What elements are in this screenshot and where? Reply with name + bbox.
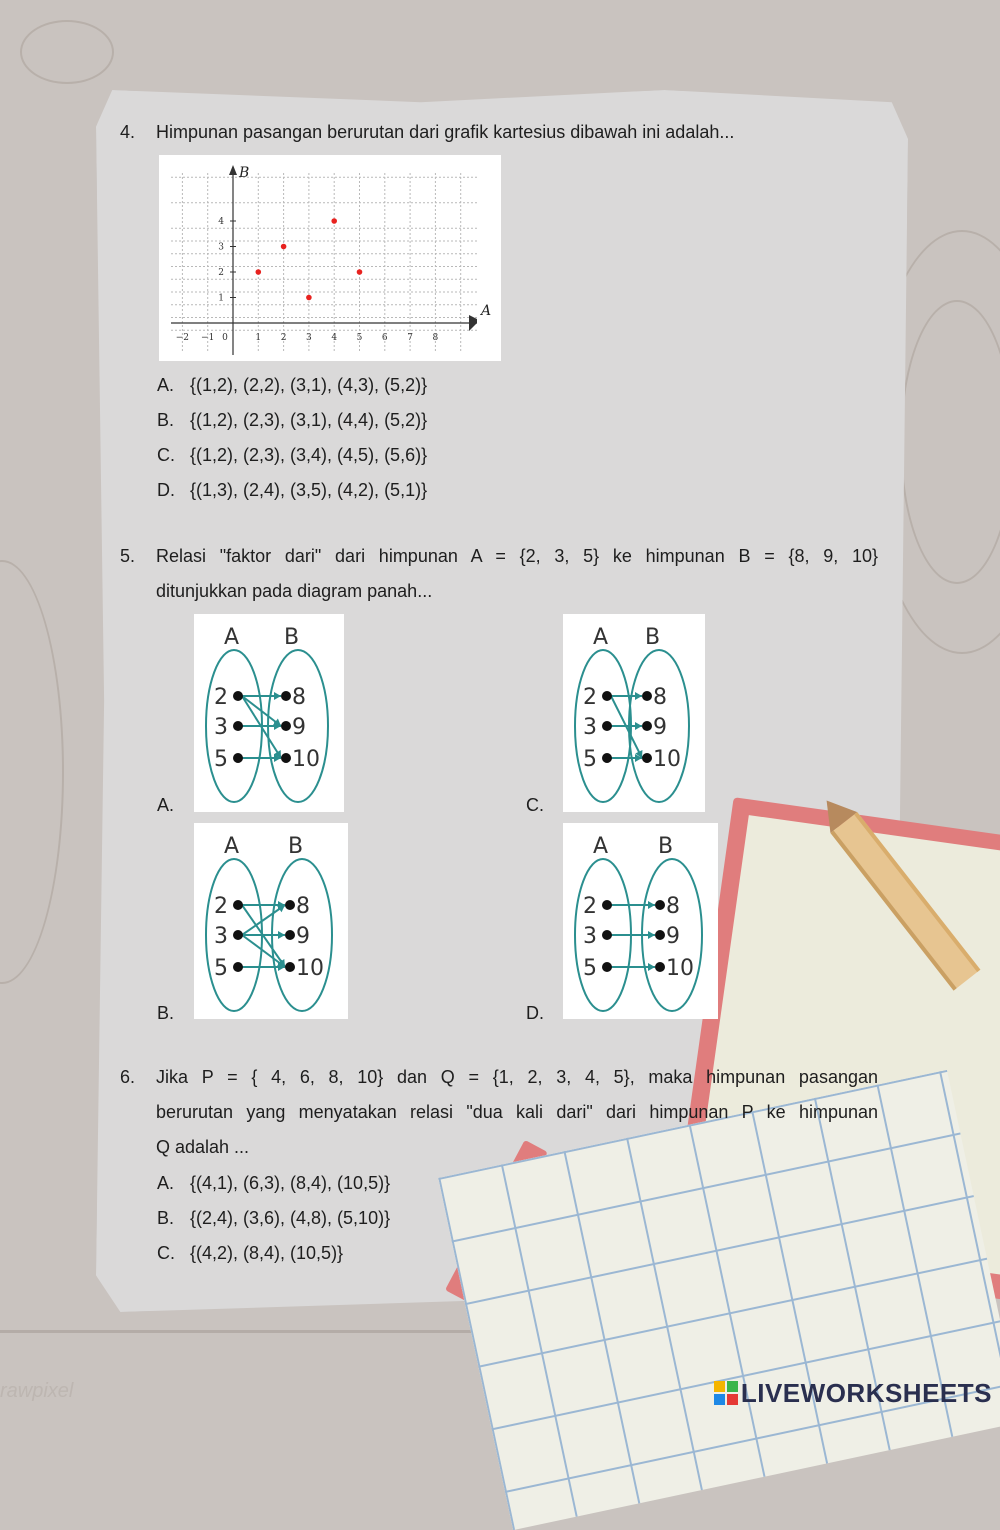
- data-point: [306, 295, 312, 301]
- option-letter: D.: [157, 480, 175, 500]
- set-a-label: A: [593, 625, 609, 650]
- chart-grid: [171, 173, 477, 351]
- set-b-item: 9: [296, 924, 310, 949]
- arrow-diagram-b[interactable]: [194, 823, 348, 1019]
- set-b-dot: [655, 962, 665, 972]
- data-point: [281, 244, 287, 250]
- watermark: rawpixel: [0, 1380, 74, 1402]
- option-text: {(1,2), (2,3), (3,4), (4,5), (5,6)}: [190, 445, 428, 465]
- q5-option-letter-a[interactable]: A.: [157, 795, 175, 815]
- set-a-dot: [233, 962, 243, 972]
- set-a-dot: [233, 691, 243, 701]
- option-letter: B.: [157, 410, 175, 430]
- set-a-dot: [602, 721, 612, 731]
- question-stem-line-2: berurutan yang menyatakan relasi "dua kali dari" dari himpunan P ke himpunan: [156, 1102, 878, 1122]
- set-a-item: 5: [214, 747, 228, 772]
- set-b-item: 8: [292, 685, 306, 710]
- set-a-item: 2: [214, 894, 228, 919]
- set-b-dot: [655, 930, 665, 940]
- x-tick-label: −1: [201, 333, 215, 343]
- question-number: 5.: [120, 546, 136, 566]
- arrow-3-to-10: [242, 935, 285, 967]
- set-b-label: B: [284, 625, 300, 650]
- data-point: [256, 269, 262, 275]
- x-tick-label: −2: [175, 333, 190, 343]
- arrow-3-to-8: [242, 905, 285, 935]
- option-text: {(4,1), (6,3), (8,4), (10,5)}: [190, 1173, 391, 1193]
- set-b-item: 8: [666, 894, 680, 919]
- arrow-head: [635, 692, 642, 700]
- set-a-dot: [233, 753, 243, 763]
- data-point: [357, 269, 363, 275]
- set-a-item: 3: [583, 715, 597, 740]
- set-a-item: 3: [214, 924, 228, 949]
- set-b-dot: [642, 691, 652, 701]
- x-tick-label: 6: [381, 333, 388, 343]
- arrow-diagram-a[interactable]: [194, 614, 344, 812]
- arrow-head: [635, 722, 642, 730]
- x-tick-label: 4: [331, 333, 338, 343]
- arrow-diagram-c-svg: [563, 614, 705, 812]
- set-b-dot: [281, 691, 291, 701]
- set-a-label: A: [224, 834, 240, 859]
- arrow-head: [278, 931, 285, 939]
- set-b-item: 10: [653, 747, 681, 772]
- set-b-dot: [642, 721, 652, 731]
- set-b-item: 9: [653, 715, 667, 740]
- set-b-label: B: [658, 834, 674, 859]
- set-b-dot: [655, 900, 665, 910]
- question-stem: Himpunan pasangan berurutan dari grafik kartesius dibawah ini adalah...: [156, 122, 735, 142]
- set-b-item: 10: [296, 956, 324, 981]
- set-a-item: 5: [583, 747, 597, 772]
- x-tick-label: 7: [407, 333, 413, 343]
- question-stem-line-3: Q adalah ...: [156, 1137, 250, 1157]
- set-a-item: 2: [583, 894, 597, 919]
- set-a-item: 3: [214, 715, 228, 740]
- set-a-dot: [233, 900, 243, 910]
- q6-option-b[interactable]: [157, 1205, 390, 1231]
- set-a-item: 2: [214, 685, 228, 710]
- arrow-diagram-c[interactable]: [563, 614, 705, 812]
- set-b-item: 10: [666, 956, 694, 981]
- option-text: {(1,2), (2,3), (3,1), (4,4), (5,2)}: [190, 410, 428, 430]
- y-tick-label: 4: [218, 217, 224, 227]
- set-a-label: A: [224, 625, 240, 650]
- question-stem-line-1: Relasi "faktor dari" dari himpunan A = {2, 3, 5} ke himpunan B = {8, 9, 10}: [156, 546, 878, 566]
- x-tick-label: 8: [432, 333, 439, 343]
- y-tick-label: 3: [218, 242, 224, 253]
- option-letter: B.: [157, 1208, 175, 1228]
- arrow-diagram-d-svg: [563, 823, 718, 1019]
- data-point: [331, 218, 337, 224]
- question-stem-line-2: ditunjukkan pada diagram panah...: [156, 581, 433, 601]
- arrow-head: [648, 901, 655, 909]
- q4-option-d[interactable]: [157, 477, 427, 503]
- set-a-item: 3: [583, 924, 597, 949]
- brand-footer[interactable]: [714, 1378, 992, 1409]
- set-a-dot: [602, 691, 612, 701]
- set-a-item: 2: [583, 685, 597, 710]
- set-b-label: B: [288, 834, 304, 859]
- arrow-diagram-a-svg: [194, 614, 344, 812]
- x-tick-label: 3: [306, 333, 312, 343]
- option-letter: A.: [157, 375, 175, 395]
- set-b-dot: [642, 753, 652, 763]
- option-letter: A.: [157, 1173, 175, 1193]
- x-tick-label: 1: [255, 333, 262, 343]
- set-b-dot: [285, 930, 295, 940]
- set-b-dot: [285, 900, 295, 910]
- q6-option-a[interactable]: [157, 1170, 390, 1196]
- set-b-item: 10: [292, 747, 320, 772]
- arrow-head: [274, 692, 281, 700]
- set-b-item: 9: [292, 715, 306, 740]
- set-b-item: 9: [666, 924, 680, 949]
- y-tick-label: 2: [218, 268, 224, 278]
- x-axis-label: A: [481, 303, 492, 319]
- arrow-head: [648, 931, 655, 939]
- cartesian-chart: [159, 155, 501, 361]
- option-text: {(2,4), (3,6), (4,8), (5,10)}: [190, 1208, 391, 1228]
- arrow-diagram-b-svg: [194, 823, 348, 1019]
- y-axis-label: B: [239, 165, 250, 181]
- set-b-item: 8: [296, 894, 310, 919]
- x-tick-label: 2: [280, 333, 287, 343]
- set-a-dot: [602, 753, 612, 763]
- option-letter: C.: [157, 1243, 175, 1263]
- set-a-dot: [233, 930, 243, 940]
- set-b-dot: [285, 962, 295, 972]
- q5-option-letter-d[interactable]: D.: [526, 1003, 544, 1023]
- q4-option-a[interactable]: [157, 372, 427, 398]
- arrow-head: [648, 963, 655, 971]
- set-b-label: B: [645, 625, 661, 650]
- x-tick-label: 5: [356, 333, 363, 343]
- q4-option-b[interactable]: [157, 407, 427, 433]
- set-a-item: 5: [583, 956, 597, 981]
- q6-option-c[interactable]: [157, 1240, 343, 1266]
- option-text: {(4,2), (8,4), (10,5)}: [190, 1243, 344, 1263]
- x-tick-label: 0: [222, 333, 228, 343]
- set-a-item: 5: [214, 956, 228, 981]
- set-a-dot: [602, 900, 612, 910]
- liveworksheets-logo-icon: [714, 1381, 738, 1405]
- set-a-label: A: [593, 834, 609, 859]
- q5-option-letter-b[interactable]: B.: [157, 1003, 175, 1023]
- arrow-diagram-d[interactable]: [563, 823, 718, 1019]
- set-a-dot: [602, 930, 612, 940]
- set-b-item: 8: [653, 685, 667, 710]
- option-letter: C.: [157, 445, 175, 465]
- y-axis-arrow: [229, 165, 237, 175]
- question-number: 6.: [120, 1067, 136, 1087]
- y-tick-label: 1: [218, 293, 224, 304]
- set-a-dot: [233, 721, 243, 731]
- set-b-dot: [281, 721, 291, 731]
- q4-option-c[interactable]: [157, 442, 427, 468]
- q5-option-letter-c[interactable]: C.: [526, 795, 544, 815]
- set-b-dot: [281, 753, 291, 763]
- option-text: {(1,3), (2,4), (3,5), (4,2), (5,1)}: [190, 480, 428, 500]
- set-a-dot: [602, 962, 612, 972]
- cartesian-chart-svg: [159, 155, 501, 361]
- question-number: 4.: [120, 122, 136, 142]
- question-stem-line-1: Jika P = { 4, 6, 8, 10} dan Q = {1, 2, 3, 4, 5}, maka himpunan pasangan: [156, 1067, 878, 1087]
- brand-text: LIVEWORKSHEETS: [740, 1378, 992, 1408]
- option-text: {(1,2), (2,2), (3,1), (4,3), (5,2)}: [190, 375, 428, 395]
